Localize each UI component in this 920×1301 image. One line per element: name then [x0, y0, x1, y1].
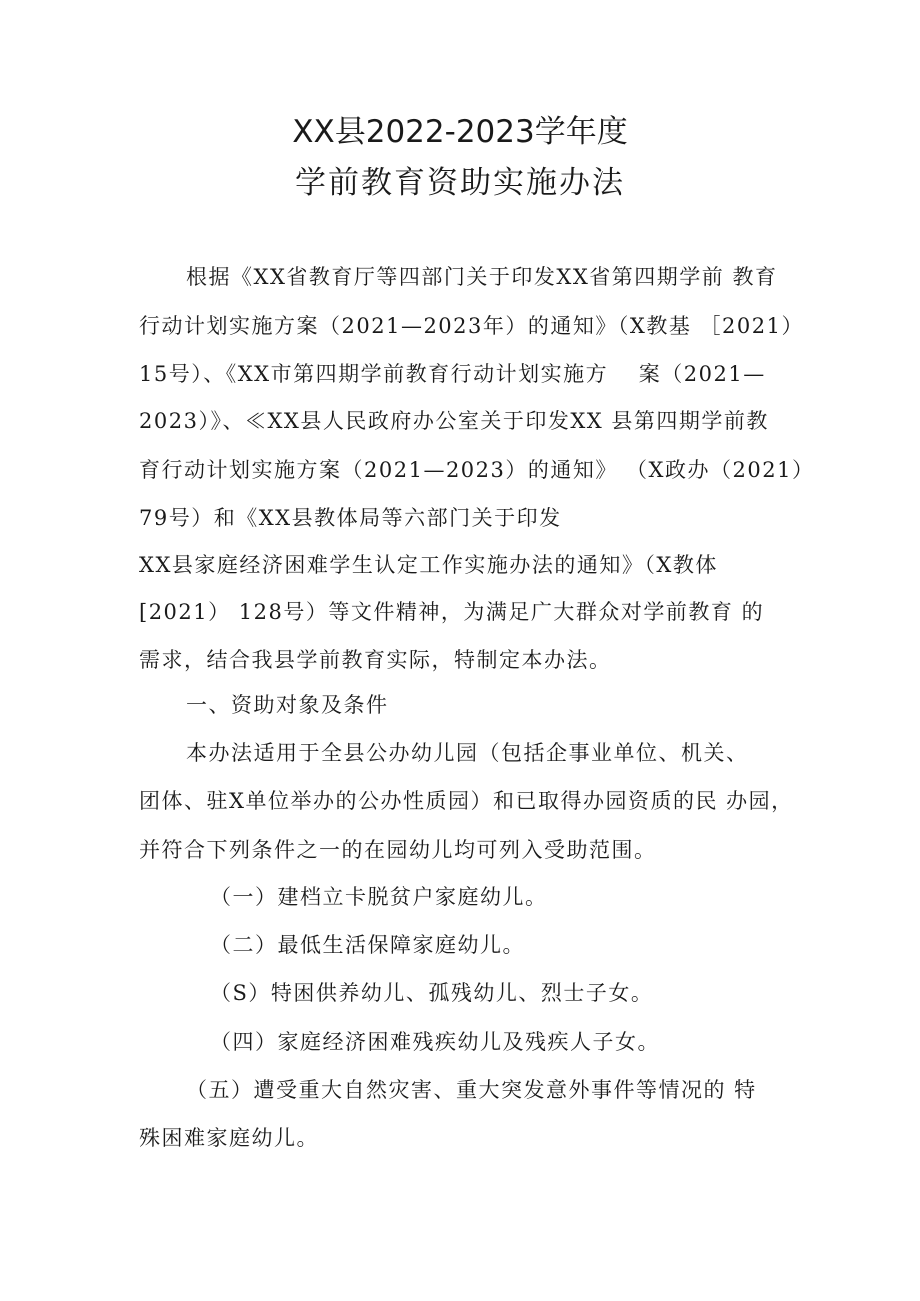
body-text-line: 行动计划实施方案（2021—2023年）的通知》（X教基 ［2021）: [139, 314, 804, 338]
list-item: （五）遭受重大自然灾害、重大突发意外事件等情况的 特: [186, 1078, 757, 1102]
body-text-line: [2021） 128号）等文件精神，为满足广大群众对学前教育 的: [139, 600, 765, 624]
body-text-line: 需求，结合我县学前教育实际，特制定本办法。: [139, 648, 612, 672]
body-text-line: XX县家庭经济困难学生认定工作实施办法的通知》（X教体: [139, 553, 718, 577]
body-text-line: 2023）》、≪XX县人民政府办公室关于印发XX 县第四期学前教: [139, 409, 769, 433]
list-item-continuation: 殊困难家庭幼儿。: [139, 1126, 319, 1150]
body-text-line: 本办法适用于全县公办幼儿园（包括企事业单位、机关、: [186, 741, 749, 765]
body-text-line: 团体、驻X单位举办的公办性质园）和已取得办园资质的民 办园，: [139, 789, 794, 813]
body-text-line: 育行动计划实施方案（2021—2023）的通知》 （X政办（2021）: [139, 458, 815, 482]
list-item: （二）最低生活保障家庭幼儿。: [210, 933, 525, 957]
body-text-line: 并符合下列条件之一的在园幼儿均可列入受助范围。: [139, 838, 657, 862]
section-heading: 一、资助对象及条件: [186, 693, 389, 717]
list-item: （一）建档立卡脱贫户家庭幼儿。: [210, 885, 548, 909]
list-item: （S）特困供养幼儿、孤残幼儿、烈士子女。: [210, 981, 654, 1005]
document-title-line-2: 学前教育资助实施办法: [295, 165, 625, 201]
list-item: （四）家庭经济困难残疾幼儿及残疾人子女。: [210, 1030, 660, 1054]
body-text-line: 15号）、《XX市第四期学前教育行动计划实施方 案（2021—: [139, 362, 766, 386]
body-text-line: 根据《XX省教育厅等四部门关于印发XX省第四期学前 教育: [186, 265, 778, 289]
document-title-line-1: XX县2022-2023学年度: [292, 114, 628, 150]
body-text-line: 79号）和《XX县教体局等六部门关于印发: [139, 506, 562, 530]
